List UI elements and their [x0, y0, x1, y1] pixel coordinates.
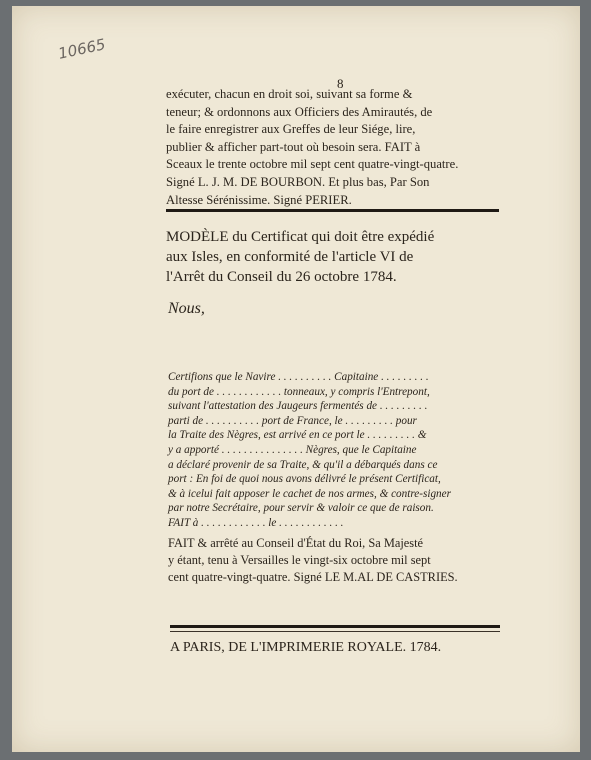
- divider-rule-thick: [170, 625, 500, 628]
- text-line: Sceaux le trente octobre mil sept cent quatre-vingt-quatre.: [166, 157, 459, 172]
- handwritten-note: 10665: [56, 35, 108, 63]
- salutation: Nous,: [168, 300, 205, 317]
- cert-line: port : En foi de quoi nous avons délivré le présent Certificat,: [168, 473, 441, 486]
- cert-line: a déclaré provenir de sa Traite, & qu'il a débarqués dans ce: [168, 458, 438, 471]
- title-line: MODÈLE du Certificat qui doit être expédié: [166, 229, 435, 245]
- model-title: [166, 227, 501, 287]
- divider-rule-thin: [170, 631, 500, 632]
- text-line: FAIT & arrêté au Conseil d'État du Roi, Sa Majesté: [168, 536, 424, 550]
- imprint-line: A PARIS, DE L'IMPRIMERIE ROYALE. 1784.: [170, 640, 442, 655]
- cert-line: FAIT à . . . . . . . . . . . . le . . . . . . . . . . . .: [168, 516, 344, 529]
- text-line: publier & afficher part-tout où besoin sera. FAIT à: [166, 139, 421, 154]
- text-line: teneur; & ordonnons aux Officiers des Amirautés, de: [166, 104, 433, 119]
- cert-line: la Traite des Nègres, est arrivé en ce port le . . . . . . . . . &: [168, 429, 427, 442]
- text-line: y étant, tenu à Versailles le vingt-six octobre mil sept: [168, 553, 431, 567]
- title-line: aux Isles, en conformité de l'article VI de: [166, 249, 414, 265]
- cert-line: suivant l'attestation des Jaugeurs fermentés de . . . . . . . . .: [168, 400, 428, 413]
- certificate-paragraph: [168, 370, 502, 531]
- divider-rule: [166, 209, 499, 212]
- title-line: l'Arrêt du Conseil du 26 octobre 1784.: [166, 269, 397, 285]
- decree-paragraph: [166, 86, 496, 209]
- cert-line: y a apporté . . . . . . . . . . . . . . . Nègres, que le Capitaine: [168, 443, 417, 456]
- text-line: cent quatre-vingt-quatre. Signé LE M.AL DE CASTRIES.: [168, 570, 458, 584]
- cert-line: & à icelui fait apposer le cachet de nos armes, & contre-signer: [168, 487, 451, 500]
- cert-line: parti de . . . . . . . . . . port de France, le . . . . . . . . . pour: [168, 414, 417, 427]
- text-line: exécuter, chacun en droit soi, suivant sa forme &: [166, 87, 413, 101]
- text-line: Signé L. J. M. DE BOURBON. Et plus bas, Par Son: [166, 174, 430, 189]
- cert-line: Certifions que le Navire . . . . . . . . . . Capitaine . . . . . . . . .: [168, 371, 429, 383]
- page-number: 8: [337, 76, 344, 91]
- cert-line: par notre Secrétaire, pour servir & valoir ce que de raison.: [168, 502, 434, 515]
- closing-paragraph: [168, 535, 502, 586]
- cert-line: du port de . . . . . . . . . . . . tonneaux, y compris l'Entrepont,: [168, 385, 430, 398]
- text-line: le faire enregistrer aux Greffes de leur Siége, lire,: [166, 122, 416, 137]
- text-line: Altesse Sérénissime. Signé PERIER.: [166, 192, 352, 207]
